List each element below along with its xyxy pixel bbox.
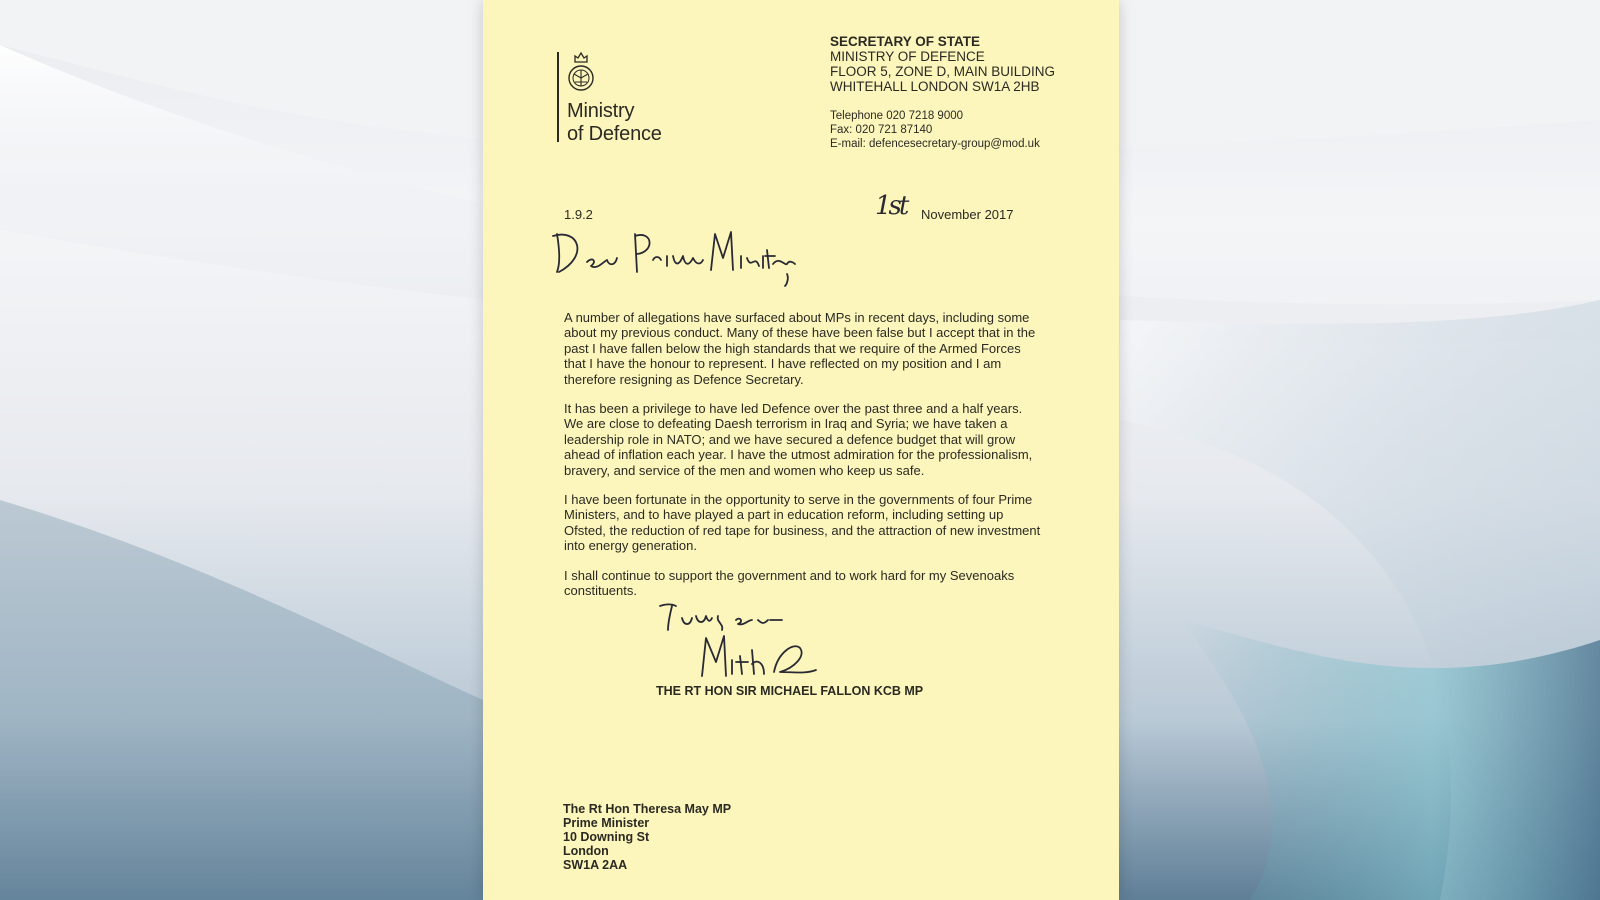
signatory-name: THE RT HON SIR MICHAEL FALLON KCB MP [656, 684, 924, 698]
telephone-line: Telephone 020 7218 9000 [830, 110, 964, 122]
letter-page [483, 0, 1119, 900]
reference-number: 1.9.2 [564, 207, 593, 222]
handwritten-salutation [549, 226, 809, 296]
address-line-1: SECRETARY OF STATE [830, 34, 981, 49]
paragraph-3: I have been fortunate in the opportunity to serve in the governments of four Prime Ministers, and to have played a part in education reform, including setting up Ofsted, the reduction of red tape for business, and the attraction of new investment into energy generation. [564, 492, 1041, 554]
recipient-line-4: London [563, 844, 609, 858]
address-line-2: MINISTRY OF DEFENCE [830, 49, 985, 64]
handwritten-signature [698, 632, 818, 680]
address-line-4: WHITEHALL LONDON SW1A 2HB [830, 79, 1040, 94]
paragraph-1: A number of allegations have surfaced about MPs in recent days, including some about my previous conduct. Many of these have been false but I accept that in the past I have fallen below the high standards that we require of the Armed Forces that I have the honour to represent. I have reflected on my position and I am therefore resigning as Defence Secretary. [564, 310, 1036, 387]
email-line: E-mail: defencesecretary-group@mod.uk [830, 138, 1040, 150]
recipient-line-1: The Rt Hon Theresa May MP [563, 802, 732, 816]
logo-text-line-1: Ministry [567, 100, 635, 122]
date-day-handwritten: 1st [875, 191, 907, 221]
recipient-line-2: Prime Minister [563, 816, 650, 830]
logo-divider [557, 52, 559, 142]
royal-crest-icon [565, 50, 597, 96]
paragraph-4: I shall continue to support the government and to work hard for my Sevenoaks constituents. [564, 568, 1015, 599]
paragraph-2: It has been a privilege to have led Defence over the past three and a half years. We are close to defeating Daesh terrorism in Iraq and Syria; we have taken a leadership role in NATO; and we have secured a defence budget that will grow ahead of inflation each year. I have the utmost admiration for the professionalism, bravery, and service of the men and women who keep us safe. [564, 401, 1033, 478]
recipient-line-3: 10 Downing St [563, 830, 650, 844]
fax-line: Fax: 020 721 87140 [830, 124, 933, 136]
handwritten-signoff [658, 600, 788, 634]
logo-text-line-2: of Defence [567, 123, 662, 145]
recipient-line-5: SW1A 2AA [563, 858, 628, 872]
address-line-3: FLOOR 5, ZONE D, MAIN BUILDING [830, 64, 1056, 79]
date-month-year: November 2017 [921, 207, 1014, 222]
